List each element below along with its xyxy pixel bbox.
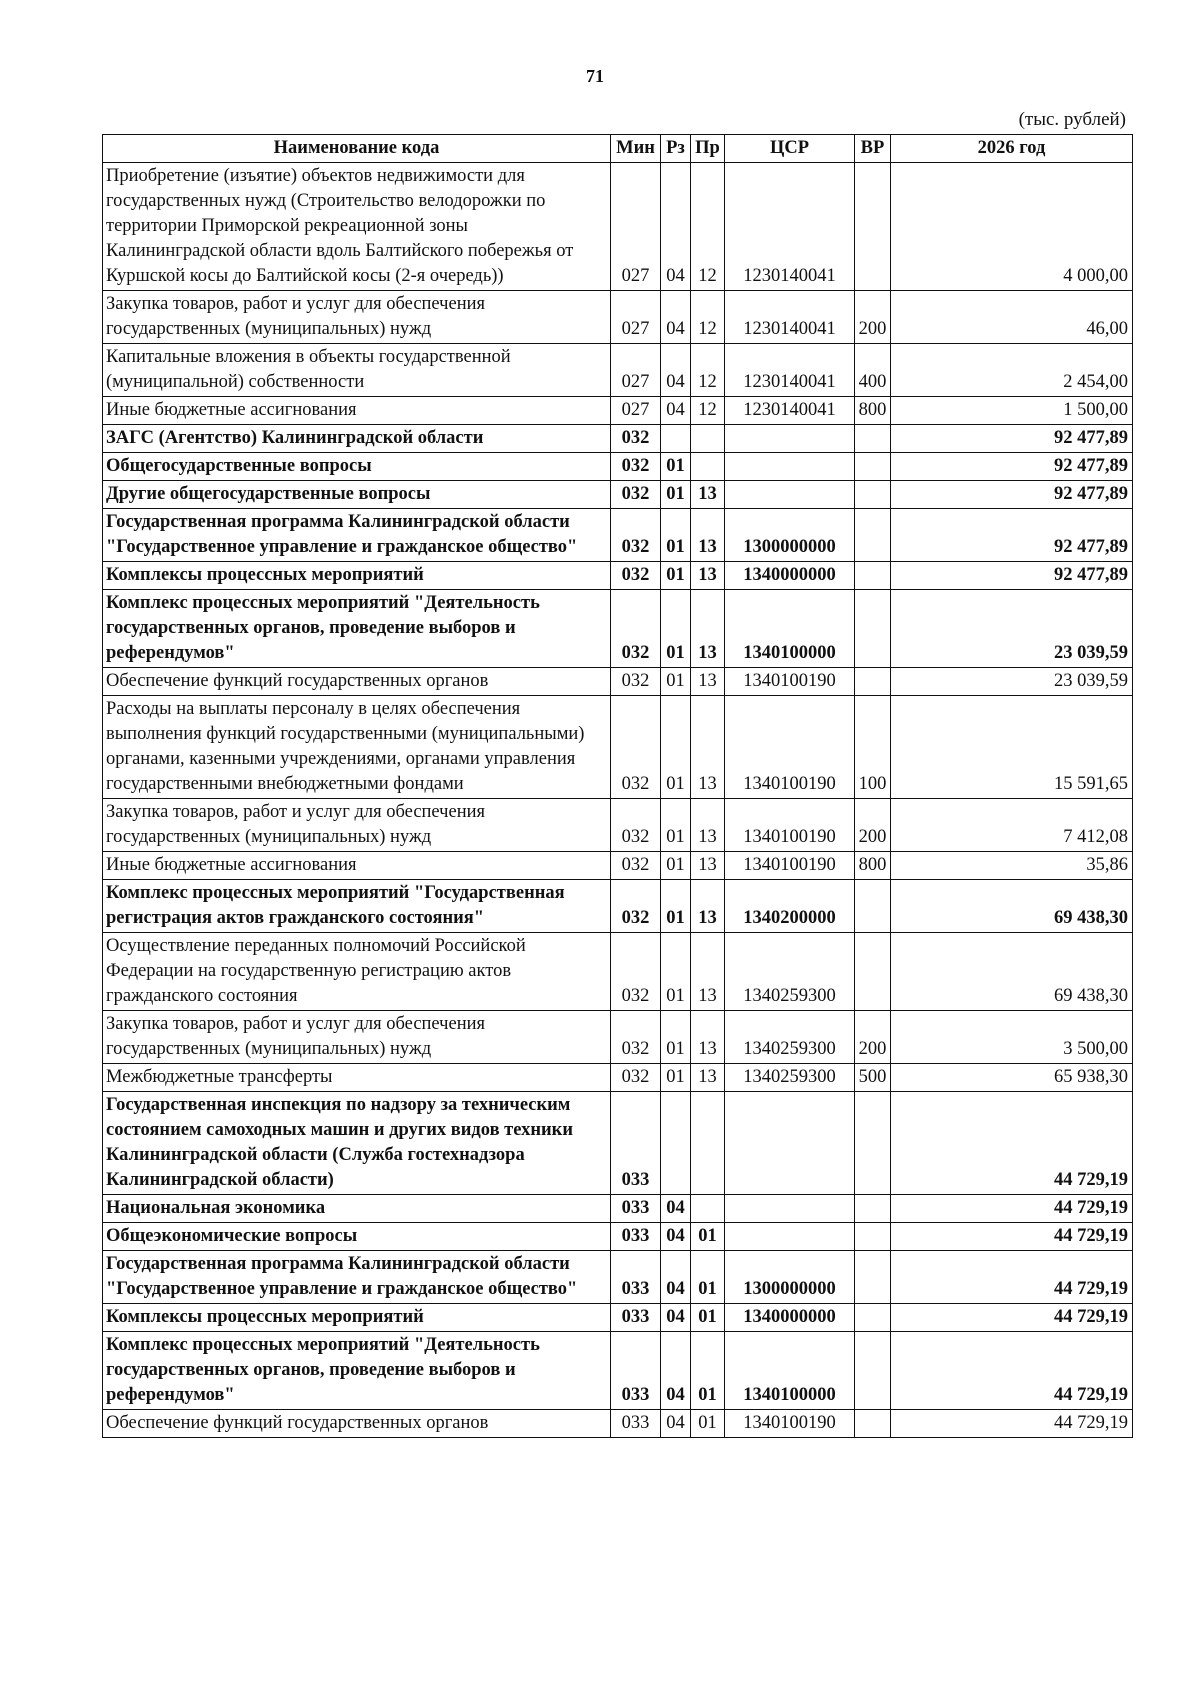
cell-rz: 04	[661, 1332, 691, 1410]
cell-pr	[691, 1092, 725, 1195]
cell-min: 032	[611, 562, 661, 590]
cell-vr	[855, 481, 891, 509]
cell-vr	[855, 425, 891, 453]
cell-vr	[855, 453, 891, 481]
cell-name: Обеспечение функций государственных органов	[103, 668, 611, 696]
cell-vr: 200	[855, 799, 891, 852]
cell-name: Государственная программа Калининградской области "Государственное управление и гражданское общество"	[103, 1251, 611, 1304]
cell-csr: 1230140041	[725, 163, 855, 291]
cell-amount: 4 000,00	[891, 163, 1133, 291]
cell-rz: 04	[661, 163, 691, 291]
cell-name: Комплекс процессных мероприятий "Деятельность государственных органов, проведение выборов и референдумов"	[103, 1332, 611, 1410]
cell-amount: 7 412,08	[891, 799, 1133, 852]
cell-amount: 44 729,19	[891, 1195, 1133, 1223]
cell-rz: 04	[661, 1195, 691, 1223]
cell-amount: 44 729,19	[891, 1304, 1133, 1332]
header-vr: ВР	[855, 135, 891, 163]
cell-vr: 100	[855, 696, 891, 799]
cell-vr	[855, 1223, 891, 1251]
cell-pr: 13	[691, 852, 725, 880]
cell-name: Закупка товаров, работ и услуг для обеспечения государственных (муниципальных) нужд	[103, 291, 611, 344]
cell-name: Комплексы процессных мероприятий	[103, 1304, 611, 1332]
cell-vr: 500	[855, 1064, 891, 1092]
table-header-row	[103, 135, 1133, 163]
cell-min: 027	[611, 397, 661, 425]
cell-pr: 13	[691, 696, 725, 799]
table-row	[103, 425, 1133, 453]
cell-amount: 46,00	[891, 291, 1133, 344]
cell-csr: 1230140041	[725, 291, 855, 344]
cell-name: Комплексы процессных мероприятий	[103, 562, 611, 590]
table-row	[103, 1195, 1133, 1223]
table-row	[103, 852, 1133, 880]
cell-min: 032	[611, 590, 661, 668]
header-name: Наименование кода	[103, 135, 611, 163]
cell-csr: 1340200000	[725, 880, 855, 933]
table-row	[103, 933, 1133, 1011]
cell-amount: 44 729,19	[891, 1223, 1133, 1251]
cell-name: Иные бюджетные ассигнования	[103, 397, 611, 425]
cell-rz: 01	[661, 696, 691, 799]
cell-amount: 44 729,19	[891, 1251, 1133, 1304]
cell-min: 032	[611, 1064, 661, 1092]
cell-min: 032	[611, 852, 661, 880]
cell-amount: 44 729,19	[891, 1410, 1133, 1438]
cell-csr	[725, 1223, 855, 1251]
cell-name: Государственная инспекция по надзору за техническим состоянием самоходных машин и других видов техники Калининградской области (Служба гостехнадзора Калининградской области)	[103, 1092, 611, 1195]
cell-csr: 1230140041	[725, 397, 855, 425]
cell-name: Закупка товаров, работ и услуг для обеспечения государственных (муниципальных) нужд	[103, 799, 611, 852]
table-row	[103, 509, 1133, 562]
cell-rz: 04	[661, 397, 691, 425]
cell-name: Национальная экономика	[103, 1195, 611, 1223]
cell-amount: 35,86	[891, 852, 1133, 880]
cell-csr	[725, 453, 855, 481]
cell-min: 032	[611, 1011, 661, 1064]
cell-vr: 800	[855, 852, 891, 880]
cell-min: 032	[611, 509, 661, 562]
cell-vr	[855, 880, 891, 933]
cell-min: 033	[611, 1223, 661, 1251]
cell-csr: 1300000000	[725, 1251, 855, 1304]
cell-csr: 1340100190	[725, 852, 855, 880]
cell-csr: 1340100000	[725, 1332, 855, 1410]
cell-name: Комплекс процессных мероприятий "Государственная регистрация актов гражданского состояния"	[103, 880, 611, 933]
budget-table	[102, 134, 1133, 1438]
cell-rz: 01	[661, 590, 691, 668]
header-rz: Рз	[661, 135, 691, 163]
cell-min: 032	[611, 453, 661, 481]
cell-csr: 1340000000	[725, 562, 855, 590]
cell-vr	[855, 1251, 891, 1304]
cell-min: 027	[611, 291, 661, 344]
cell-name: Государственная программа Калининградской области "Государственное управление и гражданское общество"	[103, 509, 611, 562]
cell-vr: 800	[855, 397, 891, 425]
cell-min: 033	[611, 1332, 661, 1410]
cell-pr: 13	[691, 509, 725, 562]
header-csr: ЦСР	[725, 135, 855, 163]
cell-amount: 44 729,19	[891, 1332, 1133, 1410]
cell-csr: 1340259300	[725, 1064, 855, 1092]
table-row	[103, 590, 1133, 668]
cell-rz: 01	[661, 481, 691, 509]
cell-csr: 1340000000	[725, 1304, 855, 1332]
cell-min: 033	[611, 1304, 661, 1332]
table-row	[103, 1304, 1133, 1332]
cell-vr	[855, 1304, 891, 1332]
cell-amount: 23 039,59	[891, 590, 1133, 668]
cell-min: 032	[611, 696, 661, 799]
cell-pr: 01	[691, 1251, 725, 1304]
cell-min: 032	[611, 481, 661, 509]
cell-amount: 92 477,89	[891, 562, 1133, 590]
table-row	[103, 1223, 1133, 1251]
table-row	[103, 1251, 1133, 1304]
cell-csr	[725, 1092, 855, 1195]
table-row	[103, 1410, 1133, 1438]
cell-csr: 1340100190	[725, 696, 855, 799]
table-row	[103, 696, 1133, 799]
cell-rz: 04	[661, 291, 691, 344]
cell-vr	[855, 562, 891, 590]
cell-name: Закупка товаров, работ и услуг для обеспечения государственных (муниципальных) нужд	[103, 1011, 611, 1064]
cell-vr	[855, 1195, 891, 1223]
table-row	[103, 1092, 1133, 1195]
cell-rz: 04	[661, 1304, 691, 1332]
cell-min: 033	[611, 1251, 661, 1304]
cell-csr: 1300000000	[725, 509, 855, 562]
cell-amount: 1 500,00	[891, 397, 1133, 425]
cell-rz: 01	[661, 668, 691, 696]
cell-amount: 65 938,30	[891, 1064, 1133, 1092]
cell-rz: 01	[661, 799, 691, 852]
cell-name: Приобретение (изъятие) объектов недвижимости для государственных нужд (Строительство велодорожки по территории Приморской рекреационной зоны Калининградской области вдоль Балтийского побережья от Куршской косы до Балтийской косы (2-я очередь))	[103, 163, 611, 291]
cell-amount: 92 477,89	[891, 481, 1133, 509]
table-row	[103, 291, 1133, 344]
page-number: 71	[586, 66, 604, 86]
header-min: Мин	[611, 135, 661, 163]
cell-pr	[691, 425, 725, 453]
cell-pr	[691, 453, 725, 481]
cell-rz: 04	[661, 344, 691, 397]
cell-min: 027	[611, 344, 661, 397]
cell-csr	[725, 1195, 855, 1223]
cell-csr: 1230140041	[725, 344, 855, 397]
cell-min: 032	[611, 799, 661, 852]
cell-name: Общеэкономические вопросы	[103, 1223, 611, 1251]
table-row	[103, 799, 1133, 852]
cell-name: Расходы на выплаты персоналу в целях обеспечения выполнения функций государственными (муниципальными) органами, казенными учреждениями, органами управления государственными внебюджетными фондами	[103, 696, 611, 799]
cell-name: Общегосударственные вопросы	[103, 453, 611, 481]
cell-min: 033	[611, 1410, 661, 1438]
cell-name: Капитальные вложения в объекты государственной (муниципальной) собственности	[103, 344, 611, 397]
cell-rz	[661, 1092, 691, 1195]
cell-name: ЗАГС (Агентство) Калининградской области	[103, 425, 611, 453]
units-label: (тыс. рублей)	[1018, 109, 1126, 130]
cell-vr	[855, 1410, 891, 1438]
table-row	[103, 163, 1133, 291]
cell-rz: 01	[661, 880, 691, 933]
cell-pr: 01	[691, 1410, 725, 1438]
cell-min: 027	[611, 163, 661, 291]
table-row	[103, 562, 1133, 590]
cell-amount: 3 500,00	[891, 1011, 1133, 1064]
cell-pr: 01	[691, 1332, 725, 1410]
cell-pr: 13	[691, 799, 725, 852]
cell-pr: 13	[691, 590, 725, 668]
cell-rz: 01	[661, 1011, 691, 1064]
cell-pr: 01	[691, 1304, 725, 1332]
cell-pr: 12	[691, 344, 725, 397]
cell-min: 033	[611, 1195, 661, 1223]
cell-rz: 01	[661, 933, 691, 1011]
header-pr: Пр	[691, 135, 725, 163]
cell-name: Межбюджетные трансферты	[103, 1064, 611, 1092]
cell-pr: 13	[691, 933, 725, 1011]
cell-vr	[855, 590, 891, 668]
cell-csr: 1340259300	[725, 933, 855, 1011]
cell-pr: 13	[691, 562, 725, 590]
cell-name: Другие общегосударственные вопросы	[103, 481, 611, 509]
cell-amount: 92 477,89	[891, 425, 1133, 453]
cell-min: 032	[611, 933, 661, 1011]
cell-pr: 13	[691, 1064, 725, 1092]
cell-min: 032	[611, 668, 661, 696]
table-body	[103, 163, 1133, 1438]
cell-vr	[855, 668, 891, 696]
cell-pr: 12	[691, 163, 725, 291]
cell-rz: 04	[661, 1223, 691, 1251]
cell-amount: 92 477,89	[891, 453, 1133, 481]
cell-csr	[725, 425, 855, 453]
table-row	[103, 880, 1133, 933]
table-row	[103, 453, 1133, 481]
cell-rz: 01	[661, 509, 691, 562]
cell-rz: 01	[661, 453, 691, 481]
cell-amount: 2 454,00	[891, 344, 1133, 397]
cell-pr: 12	[691, 291, 725, 344]
cell-pr: 13	[691, 1011, 725, 1064]
cell-rz: 01	[661, 562, 691, 590]
cell-min: 032	[611, 425, 661, 453]
header-amount: 2026 год	[891, 135, 1133, 163]
cell-amount: 15 591,65	[891, 696, 1133, 799]
cell-amount: 69 438,30	[891, 933, 1133, 1011]
cell-pr: 13	[691, 880, 725, 933]
table-row	[103, 1332, 1133, 1410]
cell-pr: 12	[691, 397, 725, 425]
cell-min: 033	[611, 1092, 661, 1195]
table-row	[103, 397, 1133, 425]
cell-csr	[725, 481, 855, 509]
cell-pr: 13	[691, 668, 725, 696]
cell-amount: 23 039,59	[891, 668, 1133, 696]
cell-name: Комплекс процессных мероприятий "Деятельность государственных органов, проведение выборов и референдумов"	[103, 590, 611, 668]
table-row	[103, 1064, 1133, 1092]
cell-rz: 01	[661, 852, 691, 880]
cell-vr	[855, 1092, 891, 1195]
cell-name: Обеспечение функций государственных органов	[103, 1410, 611, 1438]
cell-csr: 1340259300	[725, 1011, 855, 1064]
cell-vr: 200	[855, 1011, 891, 1064]
cell-pr	[691, 1195, 725, 1223]
cell-csr: 1340100190	[725, 668, 855, 696]
cell-vr: 200	[855, 291, 891, 344]
cell-rz: 04	[661, 1410, 691, 1438]
cell-pr: 01	[691, 1223, 725, 1251]
cell-vr	[855, 1332, 891, 1410]
cell-vr: 400	[855, 344, 891, 397]
cell-rz: 04	[661, 1251, 691, 1304]
cell-vr	[855, 163, 891, 291]
cell-min: 032	[611, 880, 661, 933]
cell-name: Осуществление переданных полномочий Российской Федерации на государственную регистрацию актов гражданского состояния	[103, 933, 611, 1011]
cell-name: Иные бюджетные ассигнования	[103, 852, 611, 880]
cell-pr: 13	[691, 481, 725, 509]
cell-vr	[855, 509, 891, 562]
cell-csr: 1340100190	[725, 1410, 855, 1438]
cell-rz: 01	[661, 1064, 691, 1092]
cell-csr: 1340100190	[725, 799, 855, 852]
cell-csr: 1340100000	[725, 590, 855, 668]
cell-amount: 92 477,89	[891, 509, 1133, 562]
cell-amount: 44 729,19	[891, 1092, 1133, 1195]
cell-rz	[661, 425, 691, 453]
table-row	[103, 1011, 1133, 1064]
table-row	[103, 481, 1133, 509]
cell-vr	[855, 933, 891, 1011]
table-row	[103, 668, 1133, 696]
table-row	[103, 344, 1133, 397]
cell-amount: 69 438,30	[891, 880, 1133, 933]
